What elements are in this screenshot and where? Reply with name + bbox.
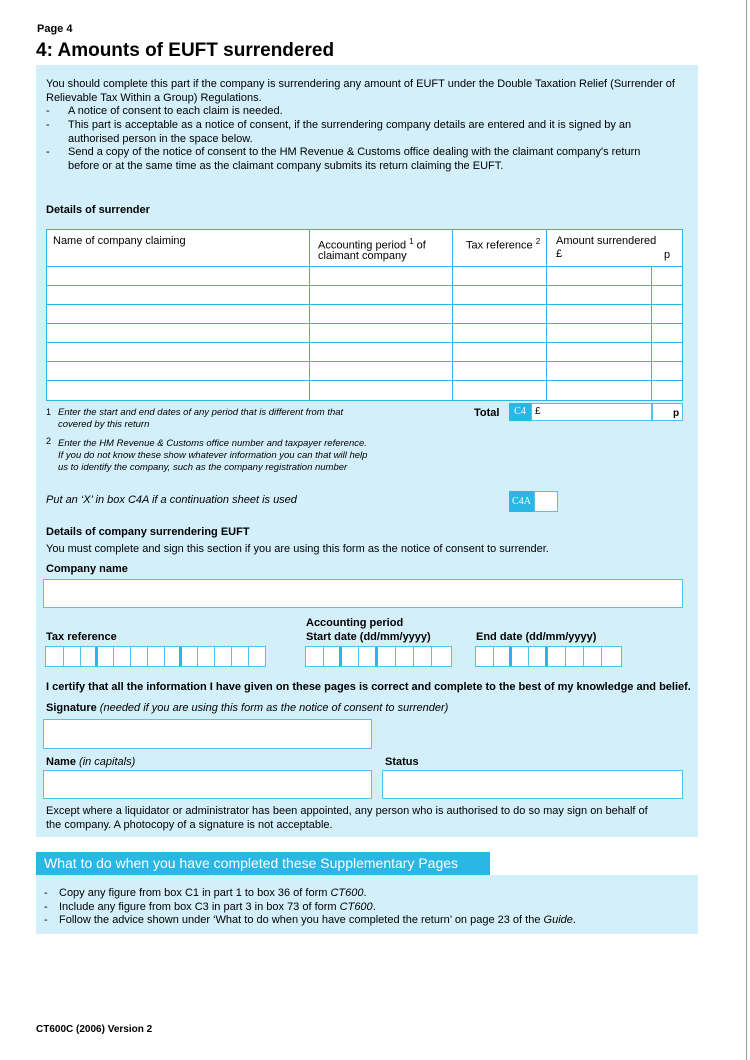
except-line-1: Except where a liquidator or administrator has been appointed, any person who is authorised to do so may sign on behalf of: [46, 805, 648, 817]
table-divider: [309, 230, 310, 400]
pound-sign: £: [556, 248, 563, 260]
certify-statement: I certify that all the information I have given on these pages is correct and complete to the best of my knowledge and belief.: [46, 681, 691, 693]
note-2-line-3: us to identify the company, such as the company registration number: [58, 462, 348, 473]
intro-bullet: - This part is acceptable as a notice of consent, if the surrendering company details are entered and it is signed by an authorised person in the space below.: [46, 119, 632, 145]
form-version: CT600C (2006) Version 2: [36, 1024, 153, 1035]
accounting-period-label: Accounting period: [306, 617, 404, 629]
intro-line-2: Relievable Tax Within a Group) Regulations.: [46, 92, 262, 104]
note-1-line-1: Enter the start and end dates of any period that is different from that: [58, 407, 344, 418]
name-field[interactable]: [43, 770, 372, 799]
column-header-period: Accounting period $^1$ of: [318, 237, 426, 252]
box-c4-tag: C4: [509, 403, 531, 421]
start-date-label: Start date (dd/mm/yyyy): [306, 631, 431, 643]
table-divider: [546, 230, 547, 400]
table-row-line: [47, 361, 682, 362]
table-divider: [452, 230, 453, 400]
note-2-line-1: Enter the HM Revenue & Customs office number and taxpayer reference.: [58, 438, 367, 449]
surrendering-heading: Details of company surrendering EUFT: [46, 526, 250, 538]
table-row-line: [47, 304, 682, 305]
company-name-field[interactable]: [43, 579, 683, 608]
note-1-line-2: covered by this return: [58, 419, 150, 430]
note-2-line-2: If you do not know these show whatever information you can that will help: [58, 450, 368, 461]
total-pence-label: p: [673, 408, 680, 419]
tax-reference-label: Tax reference: [46, 631, 117, 643]
surrender-table: [46, 229, 683, 401]
table-row-line: [47, 285, 682, 286]
start-date-field[interactable]: [305, 646, 452, 667]
completion-item: - Include any figure from box C3 in part 3 in box 73 of form CT600.: [44, 901, 376, 913]
total-label: Total: [474, 407, 500, 419]
total-pound-sign: £: [535, 406, 541, 417]
intro-bullet: - A notice of consent to each claim is needed.: [46, 105, 283, 117]
continuation-text: Put an ‘X’ in box C4A if a continuation sheet is used: [46, 494, 297, 506]
end-date-label: End date (dd/mm/yyyy): [476, 631, 597, 643]
pence-label: p: [664, 249, 671, 261]
status-label: Status: [385, 756, 419, 768]
signature-field[interactable]: [43, 719, 372, 749]
tax-reference-field[interactable]: [45, 646, 266, 667]
column-header-period-2: claimant company: [318, 250, 407, 262]
table-row-line: [47, 380, 682, 381]
completion-item: - Follow the advice shown under ‘What to do when you have completed the return’ on page 23 of the Guide.: [44, 914, 576, 926]
surrender-heading: Details of surrender: [46, 204, 150, 216]
page-edge: [746, 0, 747, 1060]
signature-label: Signature (needed if you are using this form as the notice of consent to surrender): [46, 702, 449, 714]
column-header-amount: Amount surrendered: [556, 235, 657, 247]
total-amount-input[interactable]: [531, 403, 652, 421]
column-header-taxref: Tax reference $^2$: [466, 237, 541, 252]
page-title: 4: Amounts of EUFT surrendered: [36, 40, 335, 61]
completion-item: - Copy any figure from box C1 in part 1 to box 36 of form CT600.: [44, 887, 367, 899]
company-name-label: Company name: [46, 563, 128, 575]
note-1-number: 1: [46, 407, 52, 417]
completion-banner: What to do when you have completed these Supplementary Pages: [36, 852, 490, 875]
note-2-number: 2: [46, 436, 52, 446]
status-field[interactable]: [382, 770, 683, 799]
end-date-field[interactable]: [475, 646, 622, 667]
column-header-company: Name of company claiming: [53, 235, 186, 247]
box-c4a-tag: C4A: [509, 491, 534, 512]
intro-bullet: - Send a copy of the notice of consent to the HM Revenue & Customs office dealing with the claimant company's return before or at the same time as the claimant company submits its return claiming the EUFT.: [46, 146, 641, 172]
table-row-line: [47, 323, 682, 324]
name-label: Name (in capitals): [46, 756, 136, 768]
page-number: Page 4: [37, 23, 73, 35]
table-row[interactable]: [48, 267, 308, 285]
table-row-line: [47, 342, 682, 343]
intro-line-1: You should complete this part if the company is surrendering any amount of EUFT under the Double Taxation Relief (Surrender of: [46, 78, 675, 90]
continuation-checkbox[interactable]: [534, 491, 558, 512]
surrendering-instruction: You must complete and sign this section if you are using this form as the notice of consent to surrender.: [46, 543, 549, 555]
except-line-2: the company. A photocopy of a signature is not acceptable.: [46, 819, 333, 831]
